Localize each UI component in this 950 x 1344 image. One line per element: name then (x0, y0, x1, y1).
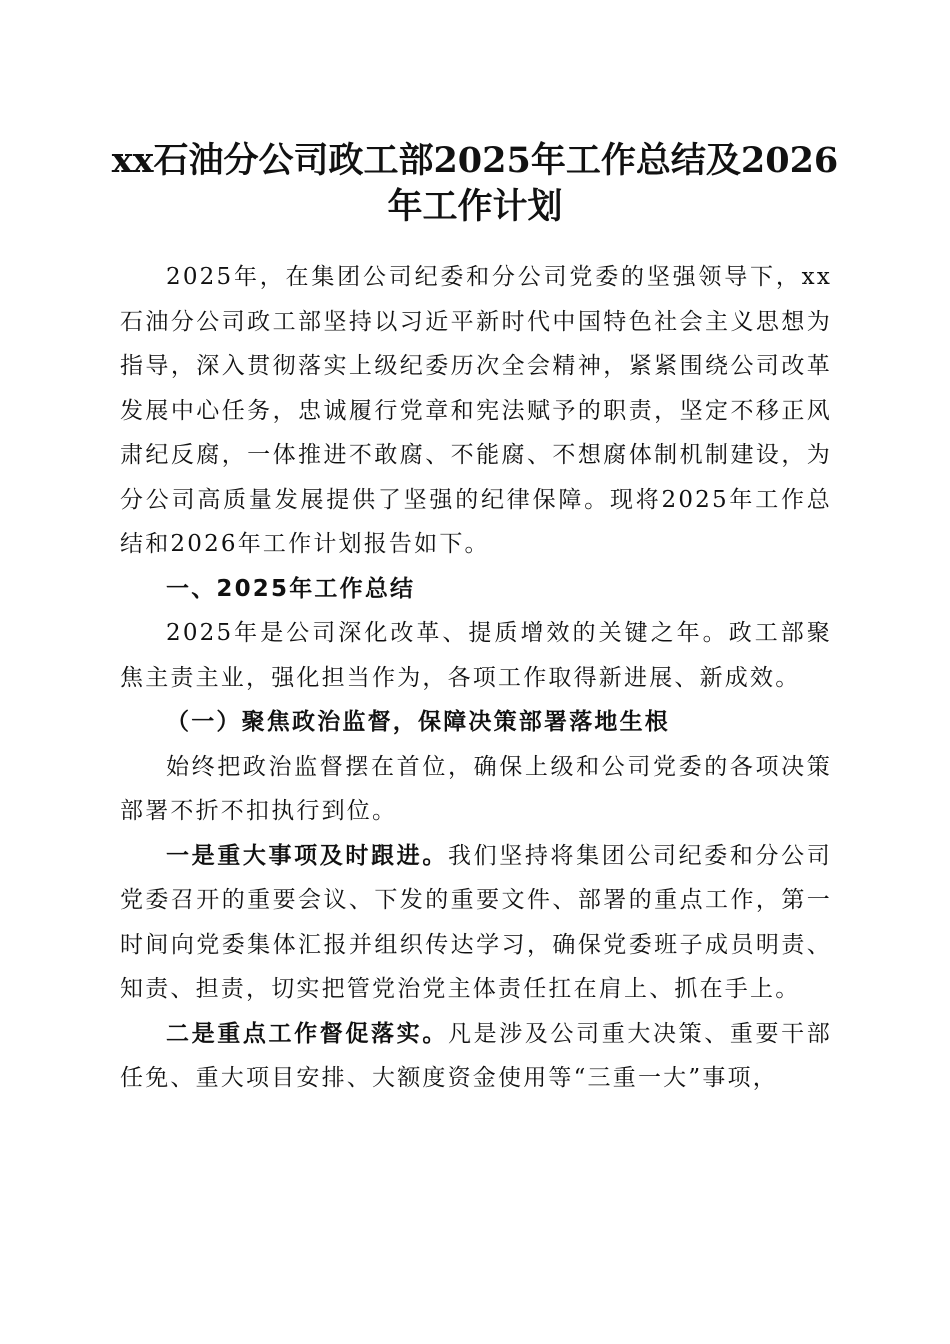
point-two-paragraph (120, 1012, 832, 1101)
point-two-lead: 二是重点工作督促落实。 (166, 1019, 448, 1047)
document-body (120, 255, 832, 1101)
section-heading-1: 一、2025年工作总结 (166, 575, 416, 602)
point-one-text: 我们坚持将集团公司纪委和分公司党委召开的重要会议、下发的重要文件、部署的重点工作，第一时间向党委集体汇报并组织传达学习，确保党委班子成员明责、知责、担责，切实把管党治党主体责任扛在肩上、抓在手上。 (120, 842, 832, 1002)
section-summary-paragraph: 2025年是公司深化改革、提质增效的关键之年。政工部聚焦主责主业，强化担当作为，各项工作取得新进展、新成效。 (120, 620, 832, 691)
title-line-1: xx石油分公司政工部2025年工作总结及2026 (111, 140, 839, 181)
point-two-text: 凡是涉及公司重大决策、重要干部任免、重大项目安排、大额度资金使用等“三重一大”事项， (120, 1020, 832, 1091)
document-title (110, 138, 840, 230)
political-supervision-paragraph: 始终把政治监督摆在首位，确保上级和公司党委的各项决策部署不折不扣执行到位。 (120, 753, 832, 824)
subsection-heading-1: （一）聚焦政治监督，保障决策部署落地生根 (166, 708, 670, 735)
title-line-2: 年工作计划 (387, 186, 563, 227)
intro-paragraph: 2025年，在集团公司纪委和分公司党委的坚强领导下，xx石油分公司政工部坚持以习近平新时代中国特色社会主义思想为指导，深入贯彻落实上级纪委历次全会精神，紧紧围绕公司改革发展中心任务，忠诚履行党章和宪法赋予的职责，坚定不移正风肃纪反腐，一体推进不敢腐、不能腐、不想腐体制机制建设，为分公司高质量发展提供了坚强的纪律保障。现将2025年工作总结和2026年工作计划报告如下。 (120, 264, 832, 557)
point-one-paragraph (120, 834, 832, 1012)
point-one-lead: 一是重大事项及时跟进。 (166, 841, 448, 869)
